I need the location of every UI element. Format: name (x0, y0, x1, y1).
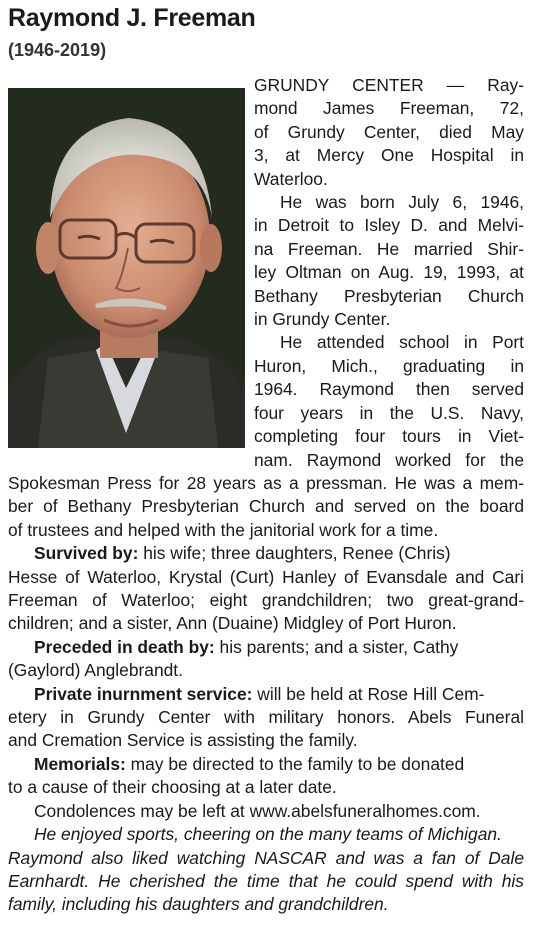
column-line: in Grundy Center. (254, 309, 391, 330)
body-line: (Gaylord) Anglebrandt. (8, 660, 183, 681)
column-line: of Grundy Center, died May (254, 121, 524, 142)
service-text: will be held at Rose Hill Cem- (252, 683, 485, 704)
body-line: and Cremation Service is assisting the family. (8, 730, 358, 751)
column-line: Huron, Mich., graduating in (254, 355, 524, 376)
body-line: to a cause of their choosing at a later date. (8, 777, 337, 798)
column-line: completing four tours in Viet- (254, 426, 524, 447)
body-line: children; and a sister, Ann (Duaine) Midgley of Port Huron. (8, 613, 457, 634)
condolences-line: Condolences may be left at www.abelsfuneralhomes.com. (34, 800, 481, 821)
column-line: 1964. Raymond then served (254, 379, 524, 400)
body-line: of trustees and helped with the janitorial work for a time. (8, 519, 439, 540)
preceded-in-death-paragraph (8, 636, 524, 659)
body-line: ber of Bethany Presbyterian Church and served on the board (8, 496, 524, 517)
italic-line: He enjoyed sports, cheering on the many teams of Michigan. (34, 824, 502, 845)
column-line: nam. Raymond worked for the (254, 449, 524, 470)
text-full-width (8, 472, 524, 917)
column-line: GRUNDY CENTER — Ray- (254, 75, 524, 95)
italic-line: family, including his daughters and grandchildren. (8, 894, 389, 915)
italic-line: Earnhardt. He cherished the time that he could spend with his (8, 870, 524, 891)
column-line: ley Oltman on Aug. 19, 1993, at (254, 262, 524, 283)
column-line: in Detroit to Isley D. and Melvi- (254, 215, 524, 236)
memorials-label: Memorials: (34, 753, 126, 774)
survived-by-label: Survived by: (34, 543, 139, 564)
memorials-paragraph (8, 753, 524, 776)
column-line: He attended school in Port (280, 332, 524, 353)
survived-by-text: his wife; three daughters, Renee (Chris) (138, 543, 451, 564)
body-line: etery in Grundy Center with military honors. Abels Funeral (8, 707, 524, 728)
preceded-in-death-text: his parents; and a sister, Cathy (214, 636, 459, 657)
body-line: Spokesman Press for 28 years as a pressman. He was a mem- (8, 473, 524, 493)
column-line: mond James Freeman, 72, (254, 98, 524, 119)
column-line: four years in the U.S. Navy, (254, 402, 524, 423)
preceded-in-death-label: Preceded in death by: (34, 636, 215, 657)
italic-line: Raymond also liked watching NASCAR and was a fan of Dale (8, 847, 524, 868)
memorials-text: may be directed to the family to be donated (125, 753, 465, 774)
column-line: Waterloo. (254, 168, 328, 189)
column-line: na Freeman. He married Shir- (254, 238, 524, 259)
obituary-name: Raymond J. Freeman (8, 4, 256, 32)
body-line: Hesse of Waterloo, Krystal (Curt) Hanley of Evansdale and Cari (8, 566, 524, 587)
column-line: Bethany Presbyterian Church (254, 285, 524, 306)
survived-by-paragraph (8, 542, 524, 565)
portrait-photo (8, 88, 245, 448)
portrait-illustration (8, 88, 245, 448)
body-line: Freeman of Waterloo; eight grandchildren; two great-grand- (8, 590, 524, 611)
column-line: 3, at Mercy One Hospital in (254, 145, 524, 166)
text-column-beside-photo (254, 74, 524, 472)
obituary-years: (1946-2019) (8, 40, 107, 60)
service-label: Private inurnment service: (34, 683, 253, 704)
column-line: He was born July 6, 1946, (280, 192, 524, 213)
service-paragraph (8, 683, 524, 706)
